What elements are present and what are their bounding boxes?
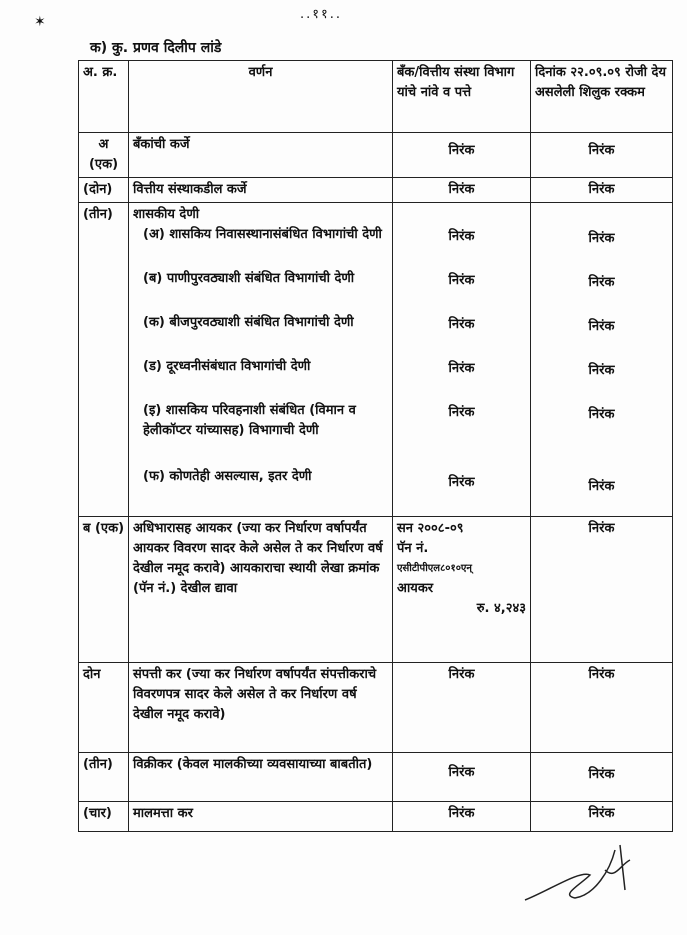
row-desc: बँकांची कर्जे: [129, 133, 393, 178]
sub-item-bank: निरंक: [448, 317, 475, 332]
header-row: [79, 61, 673, 133]
row-amount: निरंक: [531, 133, 673, 178]
row-sr: ब (एक): [79, 517, 129, 663]
table-row: [79, 802, 673, 832]
star-mark: ✶: [34, 14, 46, 30]
tax-year: सन २००८-०९: [397, 521, 464, 536]
row-bank: निरंक: [393, 753, 531, 802]
header-bank: बँक/वित्तीय संस्था विभाग यांचे नांवे व पत्ते: [393, 61, 531, 133]
row-sr: अ (एक): [79, 133, 129, 178]
pan-label: पॅन नं.: [397, 541, 429, 556]
row-desc: अधिभारासह आयकर (ज्या कर निर्धारण वर्षापर्यंत आयकर विवरण सादर केले असेल ते कर निर्धारण वर्ष देखील नमूद करावे) आयकाराचा स्थायी लेखा क्रमांक (पॅन नं.) देखील द्यावा: [129, 517, 393, 663]
row-desc: वित्तीय संस्थाकडील कर्जे: [129, 178, 393, 203]
sub-item-amount: निरंक: [588, 231, 615, 246]
sub-item-bank: निरंक: [448, 273, 475, 288]
sub-item-amount: निरंक: [588, 479, 615, 494]
signature: [520, 840, 650, 910]
header-desc: वर्णन: [129, 61, 393, 133]
table-row: [79, 753, 673, 802]
pan-number: एसीटीपीएल८०१०एन्: [397, 563, 472, 574]
sub-item-desc: (इ) शासकिय परिवहनाशी संबंधित (विमान व हेलीकॉप्टर यांच्यासह) विभागाची देणी: [143, 403, 356, 438]
row-amount: निरंक: [531, 753, 673, 802]
row-desc: शासकीय देणी: [133, 207, 200, 222]
tax-label: आयकर: [397, 581, 434, 596]
row-amount: निरंक: [531, 802, 673, 832]
row-sr: (तीन): [79, 203, 129, 517]
table-row: [79, 663, 673, 753]
sub-item-desc: (क) बीजपुरवठ्याशी संबंधित विभागांची देणी: [143, 315, 354, 330]
sub-item-bank: निरंक: [448, 475, 475, 490]
sub-item-amount: निरंक: [588, 363, 615, 378]
sub-item-desc: (ब) पाणीपुरवठ्याशी संबंधित विभागांची देणी: [143, 271, 355, 286]
row-sr: (चार): [79, 802, 129, 832]
table-row: [79, 133, 673, 178]
row-amount: निरंक: [531, 517, 673, 663]
sub-item-desc: (अ) शासकिय निवासस्थानासंबंधित विभागांची देणी: [143, 227, 382, 242]
row-sr: (तीन): [79, 753, 129, 802]
row-amount: निरंक: [531, 663, 673, 753]
sub-item-amount: निरंक: [588, 407, 615, 422]
row-desc: मालमत्ता कर: [129, 802, 393, 832]
row-bank: निरंक: [393, 663, 531, 753]
row-bank: निरंक: [393, 133, 531, 178]
sub-item-bank: निरंक: [448, 229, 475, 244]
row-bank: निरंक: [393, 178, 531, 203]
header-sr: अ. क्र.: [79, 61, 129, 133]
income-tax-row: [79, 517, 673, 663]
sub-item-amount: निरंक: [588, 275, 615, 290]
row-desc: विक्रीकर (केवल मालकीच्या व्यवसायाच्या बाबतीत): [129, 753, 393, 802]
row-desc: संपत्ती कर (ज्या कर निर्धारण वर्षापर्यंत संपत्तीकराचे विवरणपत्र सादर केले असेल ते कर निर्धारण वर्ष देखील नमूद करावे): [129, 663, 393, 753]
sub-item-bank: निरंक: [448, 405, 475, 420]
sub-item-bank: निरंक: [448, 361, 475, 376]
row-sr: (दोन): [79, 178, 129, 203]
row-sr: दोन: [79, 663, 129, 753]
sub-item-desc: (फ) कोणतेही असल्यास, इतर देणी: [143, 469, 312, 484]
row-bank: निरंक: [393, 802, 531, 832]
tax-amount: रु. ४,२४३: [476, 601, 526, 616]
page-number: ..११..: [300, 7, 343, 22]
section-title: क) कु. प्रणव दिलीप लांडे: [90, 40, 222, 56]
row-amount: निरंक: [531, 178, 673, 203]
sub-item-amount: निरंक: [588, 319, 615, 334]
header-date: दिनांक २२.०९.०९ रोजी देय असलेली शिलुक रक्कम: [531, 61, 673, 133]
govt-dues-row: [79, 203, 673, 517]
sub-item-desc: (ड) दूरध्वनीसंबंधात विभागांची देणी: [143, 359, 311, 374]
liabilities-table: [78, 60, 673, 832]
table-row: [79, 178, 673, 203]
